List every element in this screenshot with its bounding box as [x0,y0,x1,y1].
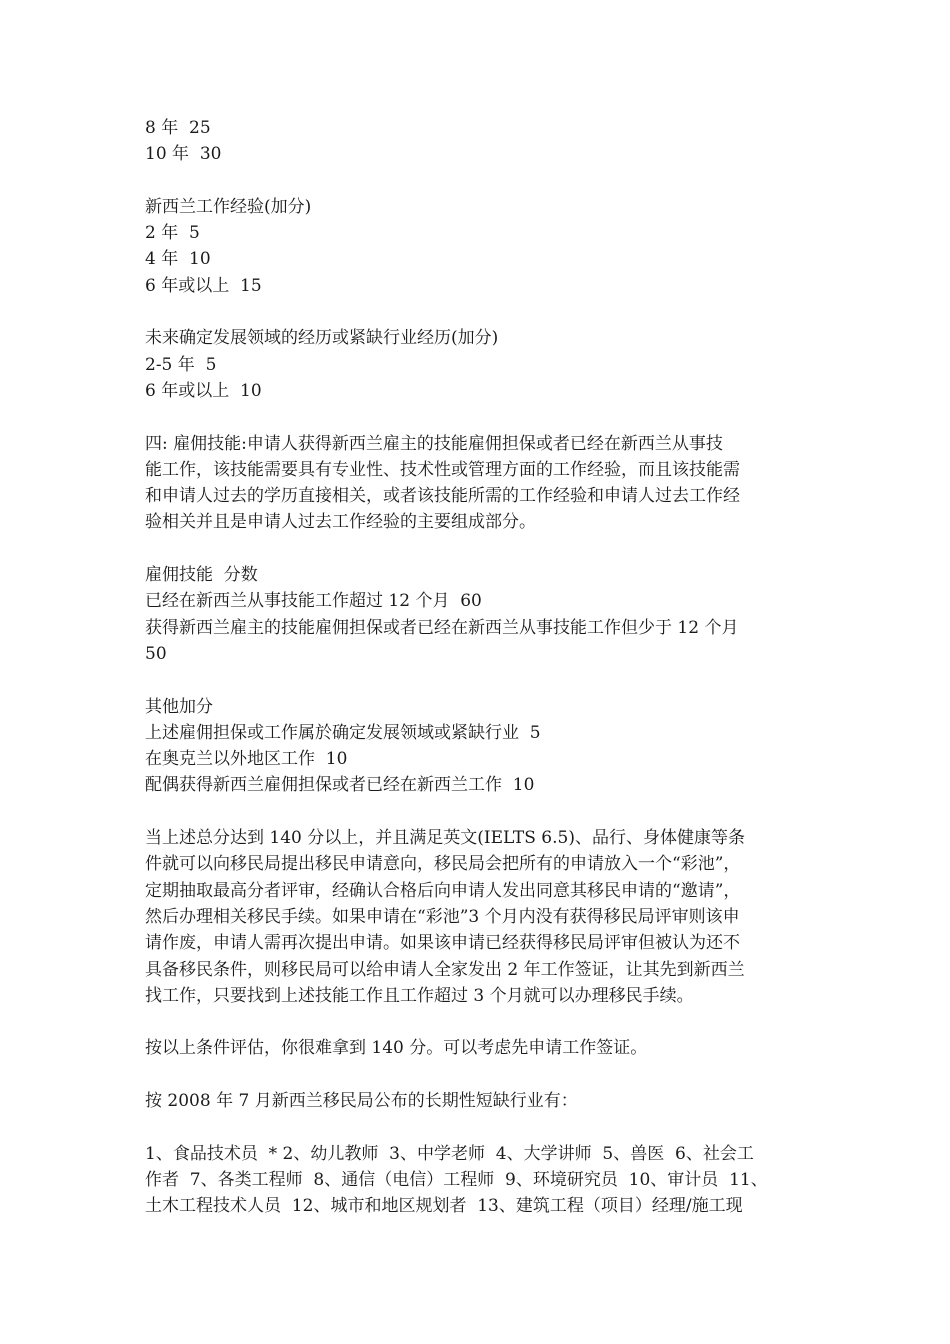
text-line: 2-5 年 5 [145,354,217,375]
text-line: 按 2008 年 7 月新西兰移民局公布的长期性短缺行业有： [145,1090,578,1111]
text-line: 10 年 30 [145,144,222,165]
paragraph-gap [145,667,810,693]
paragraph-gap [145,1009,810,1035]
text-line: 获得新西兰雇主的技能雇佣担保或者已经在新西兰从事技能工作但少于 12 个月 [145,617,739,638]
paragraph-line: 作者 7、各类工程师 8、通信（电信）工程师 9、环境研究员 10、审计员 11、 [145,1169,768,1190]
paragraph-gap [145,404,810,430]
paragraph-gap [145,299,810,325]
paragraph-line: 能工作，该技能需要具有专业性、技术性或管理方面的工作经验，而且该技能需 [145,459,740,480]
text-line: 配偶获得新西兰雇佣担保或者已经在新西兰工作 10 [145,775,535,796]
paragraph-line: 1、食品技术员 * 2、幼儿教师 3、中学老师 4、大学讲师 5、兽医 6、社会工 [145,1143,754,1164]
text-line: 8 年 25 [145,118,211,138]
paragraph-line: 土木工程技术人员 12、城市和地区规划者 13、建筑工程（项目）经理/施工现 [145,1196,743,1217]
text-line: 在奥克兰以外地区工作 10 [145,749,348,770]
section-heading: 未来确定发展领域的经历或紧缺行业经历(加分) [145,328,499,349]
text-line: 4 年 10 [145,249,211,270]
section-heading: 新西兰工作经验(加分) [145,196,312,217]
text-line: 50 [145,643,167,664]
text-line: 已经在新西兰从事技能工作超过 12 个月 60 [145,591,482,612]
section-heading: 雇佣技能 分数 [145,565,258,586]
paragraph-gap [145,1114,810,1140]
paragraph-line: 四: 雇佣技能:申请人获得新西兰雇主的技能雇佣担保或者已经在新西兰从事技 [145,433,723,454]
paragraph-line: 具备移民条件，则移民局可以给申请人全家发出 2 年工作签证，让其先到新西兰 [145,959,745,980]
paragraph-gap [145,1062,810,1088]
text-line: 2 年 5 [145,223,200,244]
paragraph-line: 定期抽取最高分者评审，经确认合格后向申请人发出同意其移民申请的“邀请”， [145,880,741,901]
paragraph-line: 件就可以向移民局提出移民申请意向，移民局会把所有的申请放入一个“彩池”， [145,854,741,875]
paragraph-line: 和申请人过去的学历直接相关，或者该技能所需的工作经验和申请人过去工作经 [145,486,740,507]
text-line: 按以上条件评估，你很难拿到 140 分。可以考虑先申请工作签证。 [145,1038,648,1059]
text-line: 上述雇佣担保或工作属於确定发展领域或紧缺行业 5 [145,722,541,743]
paragraph-gap [145,799,810,825]
paragraph-line: 当上述总分达到 140 分以上，并且满足英文(IELTS 6.5)、品行、身体健康等条 [145,828,745,849]
paragraph-gap [145,168,810,194]
document-page [145,115,810,1219]
section-heading: 其他加分 [145,696,213,717]
paragraph-line: 验相关并且是申请人过去工作经验的主要组成部分。 [145,512,536,533]
text-line: 6 年或以上 15 [145,275,262,296]
paragraph-line: 找工作，只要找到上述技能工作且工作超过 3 个月就可以办理移民手续。 [145,985,694,1006]
paragraph-gap [145,536,810,562]
paragraph-line: 然后办理相关移民手续。如果申请在“彩池”3 个月内没有获得移民局评审则该申 [145,906,740,927]
text-line: 6 年或以上 10 [145,380,262,401]
paragraph-line: 请作废，申请人需再次提出申请。如果该申请已经获得移民局评审但被认为还不 [145,933,740,954]
